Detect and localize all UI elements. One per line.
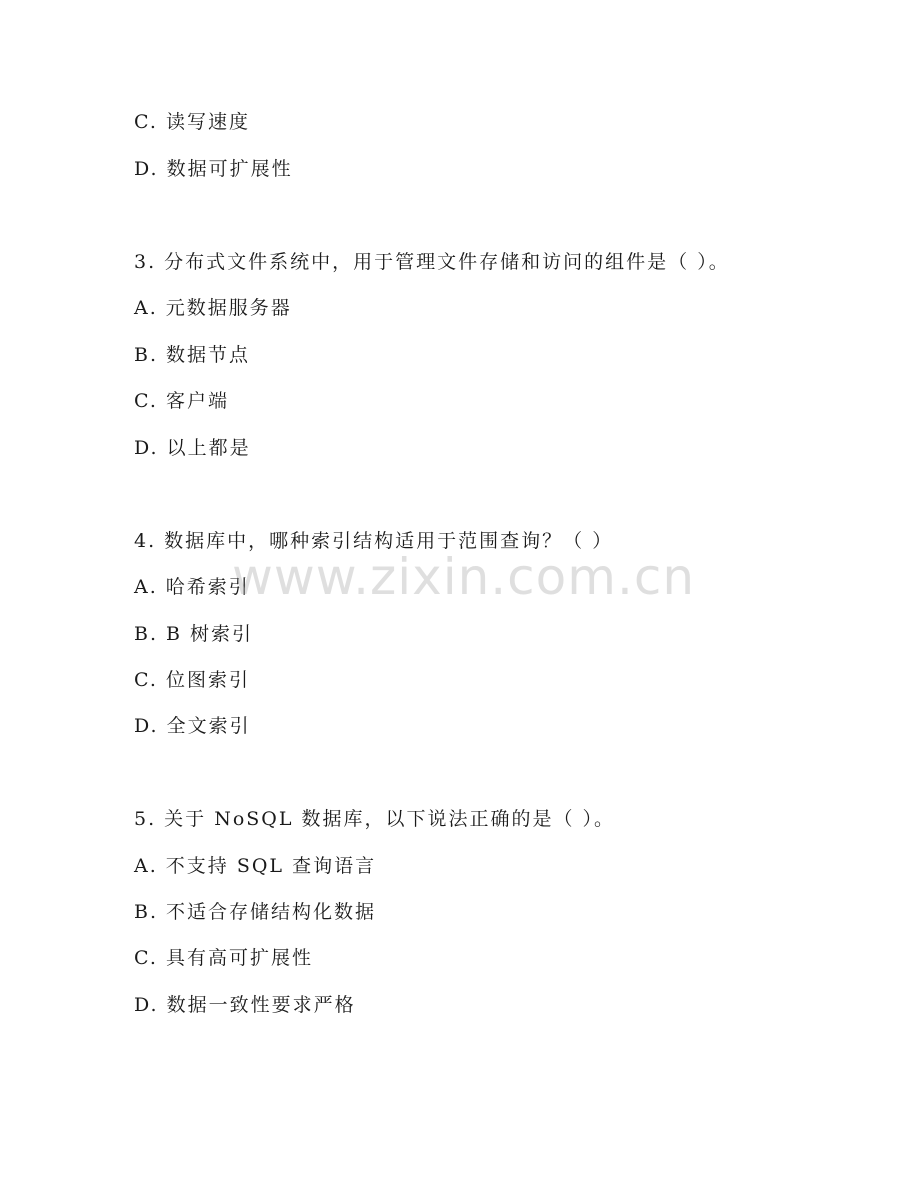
option-3a: A. 元数据服务器 <box>134 297 292 319</box>
option-4c: C. 位图索引 <box>134 669 250 691</box>
option-5c: C. 具有高可扩展性 <box>134 947 313 969</box>
option-3c: C. 客户端 <box>134 390 229 412</box>
option-5d: D. 数据一致性要求严格 <box>134 994 356 1016</box>
option-4b: B. B 树索引 <box>134 623 254 645</box>
question-5: 5. 关于 NoSQL 数据库，以下说法正确的是（ ）。 <box>134 808 616 830</box>
question-4: 4. 数据库中，哪种索引结构适用于范围查询？（ ） <box>134 530 614 552</box>
option-4d: D. 全文索引 <box>134 715 251 737</box>
option-2d: D. 数据可扩展性 <box>134 158 293 180</box>
question-3: 3. 分布式文件系统中，用于管理文件存储和访问的组件是（ ）。 <box>134 251 730 273</box>
watermark: www.zixin.com.cn <box>232 548 696 606</box>
option-5b: B. 不适合存储结构化数据 <box>134 901 377 923</box>
option-4a: A. 哈希索引 <box>134 576 250 598</box>
option-3b: B. 数据节点 <box>134 344 251 366</box>
option-2c: C. 读写速度 <box>134 111 250 133</box>
option-3d: D. 以上都是 <box>134 437 251 459</box>
option-5a: A. 不支持 SQL 查询语言 <box>134 855 377 877</box>
